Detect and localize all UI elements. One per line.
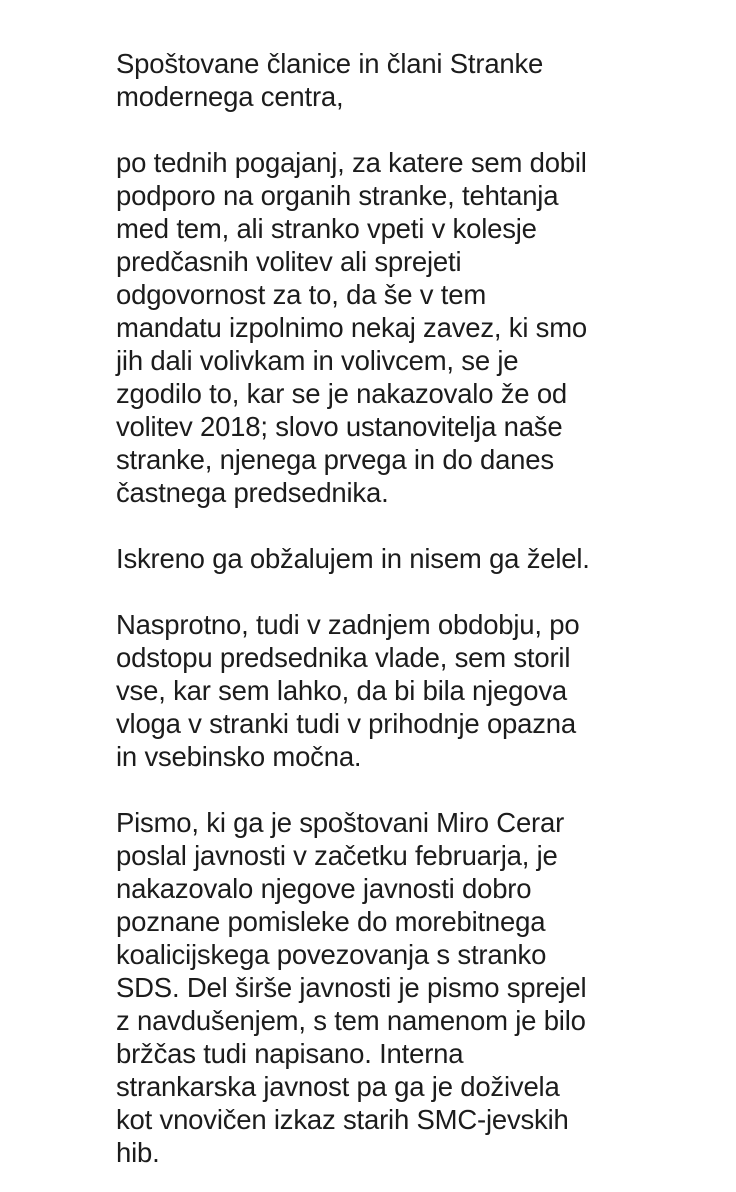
letter-paragraph-4: Pismo, ki ga je spoštovani Miro Cerar poslal javnosti v začetku februarja, je nakazovalo njegove javnosti dobro poznane pomisleke do morebitnega koalicijskega povezovanja s stranko SDS. Del širše javnosti je pismo sprejel z navdušenjem, s tem namenom je bilo bržčas tudi napisano. Interna strankarska javnost pa ga je doživela kot vnovičen izkaz starih SMC-jevskih hib.: [116, 807, 587, 1168]
letter-body: [116, 47, 616, 1169]
letter-greeting: Spoštovane članice in člani Stranke modernega centra,: [116, 48, 544, 112]
letter-paragraph-2: Iskreno ga obžalujem in nisem ga želel.: [116, 543, 590, 574]
letter-paragraph-3: Nasprotno, tudi v zadnjem obdobju, po odstopu predsednika vlade, sem storil vse, kar sem lahko, da bi bila njegova vloga v stranki tudi v prihodnje opazna in vsebinsko močna.: [116, 609, 580, 772]
letter-paragraph-1: po tednih pogajanj, za katere sem dobil podporo na organih stranke, tehtanja med tem, ali stranko vpeti v kolesje predčasnih volitev ali sprejeti odgovornost za to, da še v tem mandatu izpolnimo nekaj zavez, ki smo jih dali volivkam in volivcem, se je zgodilo to, kar se je nakazovalo že od volitev 2018; slovo ustanovitelja naše stranke, njenega prvega in do danes častnega predsednika.: [116, 147, 588, 508]
